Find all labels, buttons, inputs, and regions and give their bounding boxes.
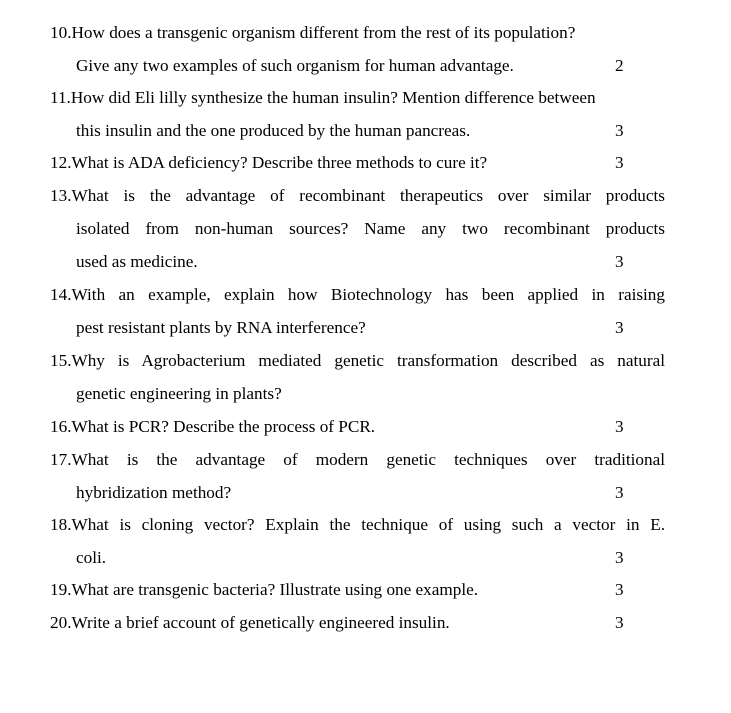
question-10 bbox=[50, 16, 665, 82]
question-line bbox=[50, 508, 665, 541]
question-line bbox=[50, 344, 665, 377]
question-text: genetic engineering in plants? bbox=[76, 384, 282, 403]
question-line bbox=[50, 278, 665, 311]
marks-value: 3 bbox=[615, 252, 624, 271]
question-text: isolated from non-human sources? Name any two recombinant products bbox=[76, 219, 665, 238]
question-line bbox=[50, 443, 665, 476]
marks-value: 3 bbox=[615, 417, 624, 436]
marks-value: 3 bbox=[615, 318, 624, 337]
question-line bbox=[50, 114, 665, 147]
question-line bbox=[50, 179, 665, 212]
marks-value: 3 bbox=[615, 483, 624, 502]
question-text: 19.What are transgenic bacteria? Illustrate using one example. bbox=[50, 580, 479, 599]
question-line bbox=[50, 476, 665, 509]
marks-value: 2 bbox=[615, 56, 624, 75]
question-11 bbox=[50, 81, 665, 147]
question-text: pest resistant plants by RNA interference? bbox=[76, 318, 366, 337]
question-text: 12.What is ADA deficiency? Describe three methods to cure it? bbox=[50, 153, 488, 172]
question-text: 18.What is cloning vector? Explain the technique of using such a vector in E. bbox=[50, 515, 665, 534]
question-text: 11.How did Eli lilly synthesize the human insulin? Mention difference between bbox=[50, 88, 596, 107]
question-text: used as medicine. bbox=[76, 252, 198, 271]
question-17 bbox=[50, 443, 665, 509]
question-text: hybridization method? bbox=[76, 483, 232, 502]
question-text: 15.Why is Agrobacterium mediated genetic transformation described as natural bbox=[50, 351, 665, 370]
question-13 bbox=[50, 179, 665, 278]
marks-value: 3 bbox=[615, 580, 624, 599]
question-text: 16.What is PCR? Describe the process of PCR. bbox=[50, 417, 376, 436]
question-line bbox=[50, 311, 665, 344]
question-line bbox=[50, 410, 665, 443]
question-line bbox=[50, 377, 665, 410]
question-text: Give any two examples of such organism for human advantage. bbox=[76, 56, 514, 75]
question-text: 13.What is the advantage of recombinant therapeutics over similar products bbox=[50, 186, 665, 205]
question-text: this insulin and the one produced by the human pancreas. bbox=[76, 121, 471, 140]
marks-value: 3 bbox=[615, 153, 624, 172]
question-line bbox=[50, 541, 665, 574]
question-15 bbox=[50, 344, 665, 410]
question-line bbox=[50, 245, 665, 278]
question-line bbox=[50, 212, 665, 245]
question-18 bbox=[50, 508, 665, 574]
question-16 bbox=[50, 410, 665, 443]
marks-value: 3 bbox=[615, 613, 624, 632]
question-text: 14.With an example, explain how Biotechnology has been applied in raising bbox=[50, 285, 665, 304]
question-text: 20.Write a brief account of genetically engineered insulin. bbox=[50, 613, 450, 632]
question-text: 17.What is the advantage of modern genetic techniques over traditional bbox=[50, 450, 665, 469]
question-14 bbox=[50, 278, 665, 344]
question-line bbox=[50, 81, 665, 114]
question-line bbox=[50, 606, 665, 639]
marks-value: 3 bbox=[615, 121, 624, 140]
question-text: coli. bbox=[76, 548, 107, 567]
question-line bbox=[50, 146, 665, 179]
question-line bbox=[50, 16, 665, 49]
question-line bbox=[50, 573, 665, 606]
marks-value: 3 bbox=[615, 548, 624, 567]
question-line bbox=[50, 49, 665, 82]
question-12 bbox=[50, 146, 665, 179]
question-text: 10.How does a transgenic organism different from the rest of its population? bbox=[50, 23, 576, 42]
question-19 bbox=[50, 573, 665, 606]
question-20 bbox=[50, 606, 665, 639]
